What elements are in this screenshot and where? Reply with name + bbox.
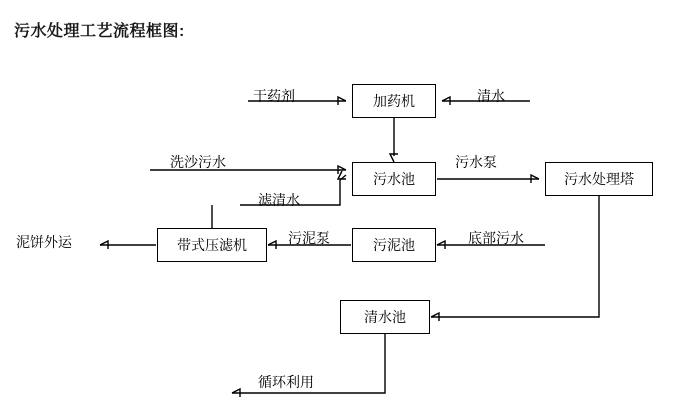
node-sewage-treatment-tower[interactable] — [545, 162, 653, 196]
edge-label-filtered-clear-water: 滤清水 — [258, 192, 300, 208]
node-label: 清水池 — [364, 309, 406, 325]
node-label: 污泥池 — [373, 237, 415, 253]
edge-label-dry-agent: 干药剂 — [253, 88, 295, 104]
edge-label-clean-water-inlet: 清水 — [477, 88, 505, 104]
node-label: 加药机 — [373, 93, 415, 109]
edge-label-mud-cake-transport: 泥饼外运 — [16, 234, 72, 250]
edge-label-recycle-use: 循环利用 — [258, 374, 314, 390]
page-title: 污水处理工艺流程框图: — [14, 23, 185, 40]
node-label: 污水处理塔 — [564, 171, 634, 187]
node-belt-filter-press[interactable] — [157, 228, 267, 262]
node-sewage-pool[interactable] — [352, 162, 436, 196]
node-clean-water-pool[interactable] — [340, 300, 430, 334]
edge-label-sludge-pump: 污泥泵 — [288, 230, 330, 246]
node-dosing-machine[interactable] — [352, 84, 436, 118]
edge-label-bottom-sewage: 底部污水 — [468, 230, 524, 246]
node-sludge-pool[interactable] — [352, 228, 436, 262]
edge-label-sand-washing-sewage: 洗沙污水 — [170, 154, 226, 170]
node-label: 污水池 — [373, 171, 415, 187]
edge-label-sewage-pump: 污水泵 — [455, 154, 497, 170]
node-label: 带式压滤机 — [177, 237, 247, 253]
